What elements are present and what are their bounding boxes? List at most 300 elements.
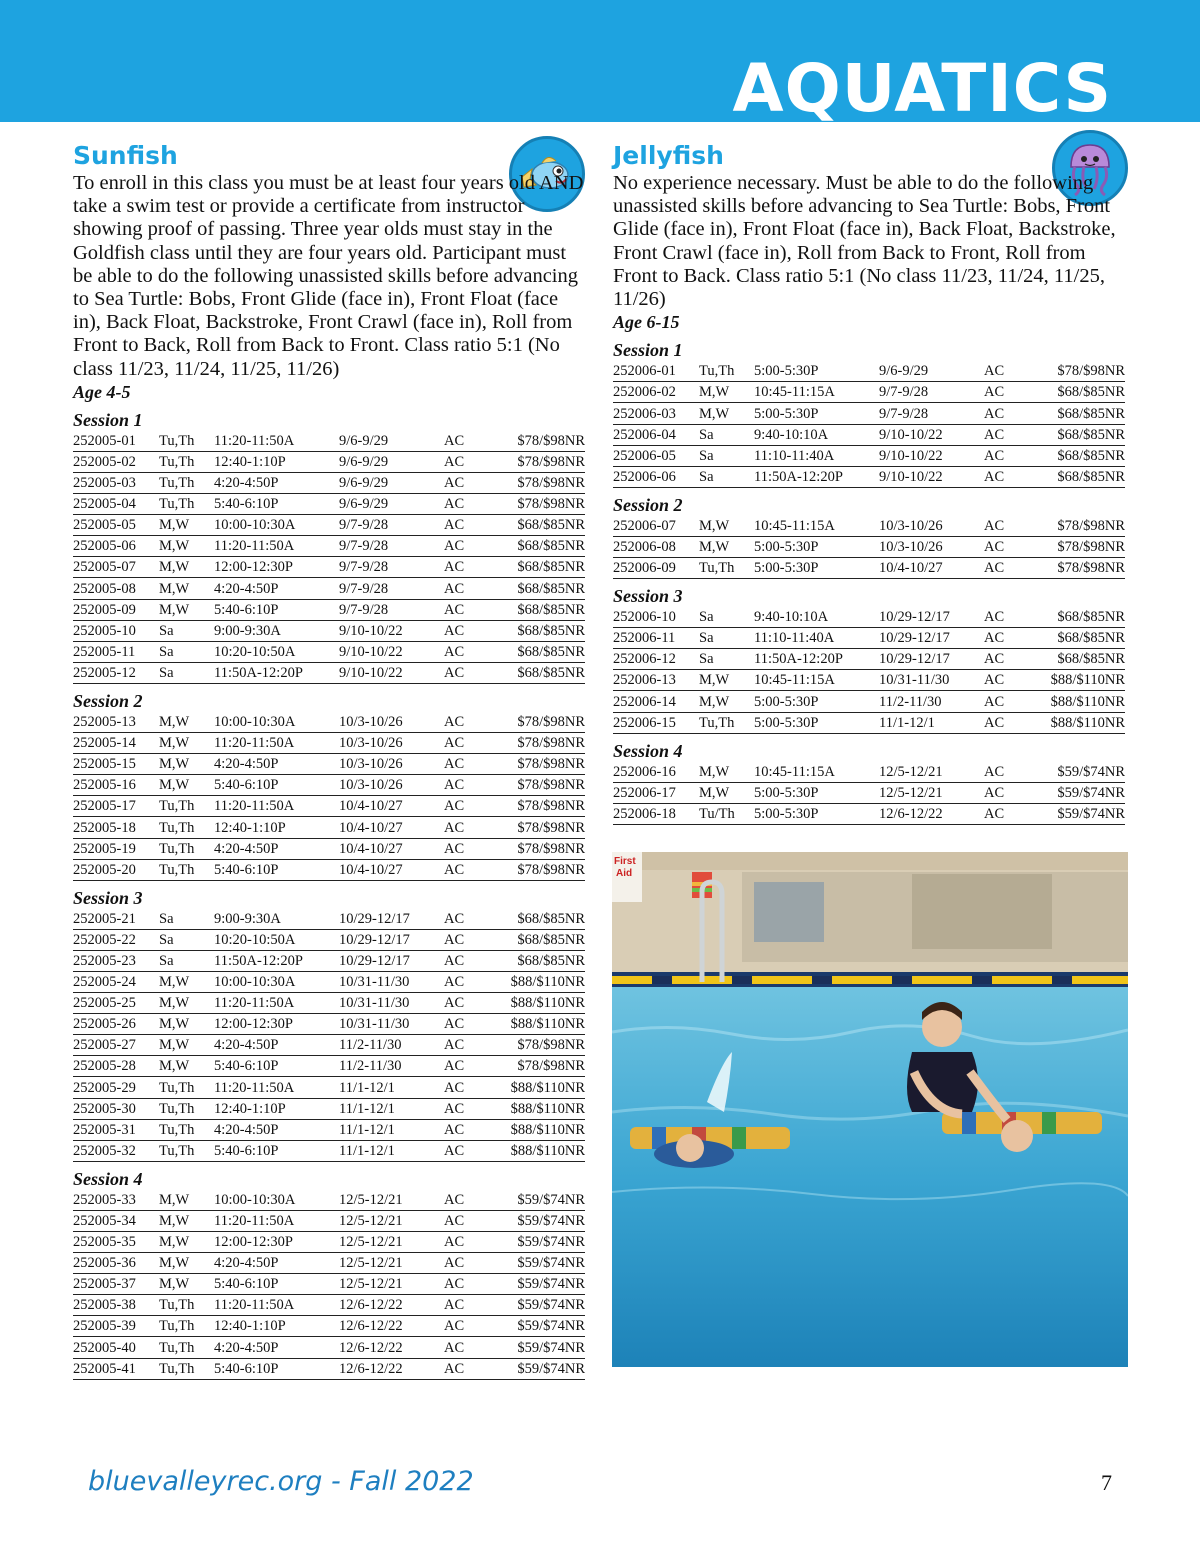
time-cell: 12:40-1:10P bbox=[214, 1316, 339, 1337]
location-cell: AC bbox=[984, 607, 1034, 628]
course-number-cell: 252005-02 bbox=[73, 451, 159, 472]
fee-cell: $78/$98NR bbox=[494, 712, 585, 733]
session-label: Session 1 bbox=[613, 340, 683, 361]
course-number-cell: 252005-20 bbox=[73, 859, 159, 880]
class-description: To enroll in this class you must be at least four years old AND take a swim test or provide a certificate from instructor showing proof of passing. Three year olds must stay in the Goldfish class until they are four years old. Participant must be able to do the following unassisted skills before advancing to Sea Turtle: Bobs, Front Glide (face in), Front Float (face in), Back Float, Backstroke, Front Crawl (face in), Roll from Front to Back, Roll from Back to Front. Class ratio 5:1 (No class 11/23, 11/24, 11/25, 11/26) bbox=[73, 172, 584, 380]
age-range: Age 4-5 bbox=[73, 381, 131, 402]
days-cell: M,W bbox=[159, 1210, 214, 1231]
course-number-cell: 252005-32 bbox=[73, 1140, 159, 1161]
fee-cell: $88/$110NR bbox=[494, 1098, 585, 1119]
fee-cell: $59/$74NR bbox=[494, 1274, 585, 1295]
days-cell: Sa bbox=[159, 929, 214, 950]
location-cell: AC bbox=[984, 649, 1034, 670]
course-number-cell: 252005-40 bbox=[73, 1337, 159, 1358]
time-cell: 4:20-4:50P bbox=[214, 473, 339, 494]
table-row bbox=[73, 1014, 585, 1035]
table-row bbox=[613, 361, 1125, 382]
location-cell: AC bbox=[444, 775, 494, 796]
dates-cell: 10/29-12/17 bbox=[339, 929, 444, 950]
time-cell: 11:50A-12:20P bbox=[214, 662, 339, 683]
table-row bbox=[613, 712, 1125, 733]
course-number-cell: 252006-04 bbox=[613, 424, 699, 445]
dates-cell: 10/3-10/26 bbox=[339, 775, 444, 796]
location-cell: AC bbox=[444, 1140, 494, 1161]
schedule-table bbox=[613, 361, 1125, 488]
course-number-cell: 252005-34 bbox=[73, 1210, 159, 1231]
pool-photo bbox=[612, 852, 1128, 1367]
course-number-cell: 252005-18 bbox=[73, 817, 159, 838]
fee-cell: $68/$85NR bbox=[1034, 466, 1125, 487]
location-cell: AC bbox=[984, 803, 1034, 824]
fee-cell: $68/$85NR bbox=[494, 599, 585, 620]
dates-cell: 11/2-11/30 bbox=[339, 1035, 444, 1056]
fee-cell: $68/$85NR bbox=[494, 662, 585, 683]
dates-cell: 9/10-10/22 bbox=[879, 445, 984, 466]
location-cell: AC bbox=[984, 516, 1034, 537]
dates-cell: 9/10-10/22 bbox=[339, 641, 444, 662]
location-cell: AC bbox=[444, 1077, 494, 1098]
time-cell: 5:00-5:30P bbox=[754, 712, 879, 733]
fee-cell: $68/$85NR bbox=[1034, 382, 1125, 403]
time-cell: 4:20-4:50P bbox=[214, 1337, 339, 1358]
fee-cell: $68/$85NR bbox=[1034, 445, 1125, 466]
course-number-cell: 252006-11 bbox=[613, 628, 699, 649]
fee-cell: $68/$85NR bbox=[494, 578, 585, 599]
dates-cell: 11/1-12/1 bbox=[339, 1140, 444, 1161]
class-title: Jellyfish bbox=[613, 141, 724, 170]
time-cell: 5:00-5:30P bbox=[754, 361, 879, 382]
course-number-cell: 252005-17 bbox=[73, 796, 159, 817]
dates-cell: 10/29-12/17 bbox=[879, 649, 984, 670]
time-cell: 5:00-5:30P bbox=[754, 557, 879, 578]
course-number-cell: 252005-21 bbox=[73, 909, 159, 930]
age-range: Age 6-15 bbox=[613, 312, 680, 333]
time-cell: 10:00-10:30A bbox=[214, 515, 339, 536]
location-cell: AC bbox=[444, 451, 494, 472]
days-cell: Sa bbox=[159, 641, 214, 662]
time-cell: 11:10-11:40A bbox=[754, 445, 879, 466]
dates-cell: 12/6-12/22 bbox=[339, 1358, 444, 1379]
time-cell: 12:00-12:30P bbox=[214, 1014, 339, 1035]
table-row bbox=[73, 1098, 585, 1119]
table-row bbox=[73, 473, 585, 494]
table-row bbox=[73, 733, 585, 754]
location-cell: AC bbox=[984, 628, 1034, 649]
dates-cell: 9/6-9/29 bbox=[339, 494, 444, 515]
time-cell: 11:10-11:40A bbox=[754, 628, 879, 649]
dates-cell: 11/2-11/30 bbox=[879, 691, 984, 712]
days-cell: Sa bbox=[699, 649, 754, 670]
location-cell: AC bbox=[444, 950, 494, 971]
time-cell: 11:20-11:50A bbox=[214, 1295, 339, 1316]
dates-cell: 11/2-11/30 bbox=[339, 1056, 444, 1077]
time-cell: 10:45-11:15A bbox=[754, 670, 879, 691]
days-cell: Sa bbox=[699, 424, 754, 445]
table-row bbox=[73, 712, 585, 733]
time-cell: 12:00-12:30P bbox=[214, 1232, 339, 1253]
days-cell: Sa bbox=[159, 909, 214, 930]
table-row bbox=[73, 1077, 585, 1098]
course-number-cell: 252006-09 bbox=[613, 557, 699, 578]
days-cell: M,W bbox=[699, 536, 754, 557]
schedule-table bbox=[73, 712, 585, 881]
location-cell: AC bbox=[444, 1295, 494, 1316]
table-row bbox=[613, 557, 1125, 578]
dates-cell: 10/4-10/27 bbox=[339, 859, 444, 880]
footer-url: bluevalleyrec.org - Fall 2022 bbox=[88, 1466, 474, 1497]
days-cell: M,W bbox=[159, 733, 214, 754]
dates-cell: 10/29-12/17 bbox=[339, 909, 444, 930]
fee-cell: $68/$85NR bbox=[1034, 649, 1125, 670]
table-row bbox=[73, 859, 585, 880]
location-cell: AC bbox=[444, 712, 494, 733]
time-cell: 5:40-6:10P bbox=[214, 859, 339, 880]
time-cell: 11:20-11:50A bbox=[214, 796, 339, 817]
table-row bbox=[73, 838, 585, 859]
course-number-cell: 252005-29 bbox=[73, 1077, 159, 1098]
fee-cell: $78/$98NR bbox=[494, 494, 585, 515]
course-number-cell: 252005-38 bbox=[73, 1295, 159, 1316]
location-cell: AC bbox=[984, 424, 1034, 445]
table-row bbox=[73, 1295, 585, 1316]
course-number-cell: 252005-16 bbox=[73, 775, 159, 796]
fee-cell: $59/$74NR bbox=[494, 1232, 585, 1253]
location-cell: AC bbox=[444, 1316, 494, 1337]
time-cell: 10:20-10:50A bbox=[214, 641, 339, 662]
fee-cell: $68/$85NR bbox=[494, 641, 585, 662]
fee-cell: $78/$98NR bbox=[494, 796, 585, 817]
dates-cell: 10/29-12/17 bbox=[339, 950, 444, 971]
time-cell: 11:20-11:50A bbox=[214, 733, 339, 754]
location-cell: AC bbox=[984, 403, 1034, 424]
course-number-cell: 252005-12 bbox=[73, 662, 159, 683]
table-row bbox=[73, 1119, 585, 1140]
course-number-cell: 252005-28 bbox=[73, 1056, 159, 1077]
days-cell: M,W bbox=[159, 993, 214, 1014]
fee-cell: $78/$98NR bbox=[494, 733, 585, 754]
table-row bbox=[73, 1190, 585, 1211]
time-cell: 5:40-6:10P bbox=[214, 599, 339, 620]
fee-cell: $59/$74NR bbox=[494, 1295, 585, 1316]
table-row bbox=[73, 929, 585, 950]
dates-cell: 12/5-12/21 bbox=[339, 1274, 444, 1295]
schedule-table bbox=[613, 607, 1125, 734]
time-cell: 5:00-5:30P bbox=[754, 691, 879, 712]
location-cell: AC bbox=[444, 1210, 494, 1231]
table-row bbox=[73, 494, 585, 515]
location-cell: AC bbox=[984, 691, 1034, 712]
fee-cell: $68/$85NR bbox=[494, 909, 585, 930]
fee-cell: $88/$110NR bbox=[1034, 670, 1125, 691]
course-number-cell: 252005-15 bbox=[73, 754, 159, 775]
time-cell: 9:40-10:10A bbox=[754, 424, 879, 445]
dates-cell: 12/6-12/22 bbox=[879, 803, 984, 824]
course-number-cell: 252005-37 bbox=[73, 1274, 159, 1295]
days-cell: Tu,Th bbox=[159, 431, 214, 452]
fee-cell: $78/$98NR bbox=[494, 1035, 585, 1056]
time-cell: 11:20-11:50A bbox=[214, 1077, 339, 1098]
dates-cell: 12/6-12/22 bbox=[339, 1316, 444, 1337]
time-cell: 10:45-11:15A bbox=[754, 516, 879, 537]
location-cell: AC bbox=[444, 1253, 494, 1274]
dates-cell: 12/6-12/22 bbox=[339, 1295, 444, 1316]
dates-cell: 10/3-10/26 bbox=[879, 516, 984, 537]
table-row bbox=[73, 578, 585, 599]
location-cell: AC bbox=[444, 859, 494, 880]
days-cell: Tu,Th bbox=[159, 1077, 214, 1098]
days-cell: M,W bbox=[159, 754, 214, 775]
location-cell: AC bbox=[444, 838, 494, 859]
dates-cell: 10/3-10/26 bbox=[339, 712, 444, 733]
session-label: Session 4 bbox=[73, 1168, 143, 1189]
days-cell: M,W bbox=[159, 971, 214, 992]
time-cell: 11:50A-12:20P bbox=[754, 649, 879, 670]
fee-cell: $59/$74NR bbox=[494, 1316, 585, 1337]
course-number-cell: 252005-04 bbox=[73, 494, 159, 515]
table-row bbox=[73, 620, 585, 641]
location-cell: AC bbox=[444, 1014, 494, 1035]
location-cell: AC bbox=[444, 1232, 494, 1253]
days-cell: M,W bbox=[159, 515, 214, 536]
table-row bbox=[613, 607, 1125, 628]
days-cell: M,W bbox=[159, 1056, 214, 1077]
fee-cell: $78/$98NR bbox=[494, 451, 585, 472]
days-cell: Sa bbox=[699, 628, 754, 649]
dates-cell: 12/5-12/21 bbox=[339, 1253, 444, 1274]
fee-cell: $59/$74NR bbox=[494, 1190, 585, 1211]
location-cell: AC bbox=[444, 599, 494, 620]
table-row bbox=[73, 775, 585, 796]
course-number-cell: 252005-23 bbox=[73, 950, 159, 971]
location-cell: AC bbox=[444, 1056, 494, 1077]
course-number-cell: 252005-24 bbox=[73, 971, 159, 992]
dates-cell: 10/3-10/26 bbox=[879, 536, 984, 557]
location-cell: AC bbox=[444, 754, 494, 775]
table-row bbox=[73, 1056, 585, 1077]
days-cell: M,W bbox=[699, 762, 754, 783]
location-cell: AC bbox=[984, 557, 1034, 578]
time-cell: 11:50A-12:20P bbox=[214, 950, 339, 971]
days-cell: M,W bbox=[159, 1274, 214, 1295]
days-cell: M,W bbox=[699, 670, 754, 691]
course-number-cell: 252005-13 bbox=[73, 712, 159, 733]
svg-text:Aid: Aid bbox=[616, 868, 633, 879]
location-cell: AC bbox=[444, 1098, 494, 1119]
time-cell: 12:40-1:10P bbox=[214, 817, 339, 838]
time-cell: 5:40-6:10P bbox=[214, 1140, 339, 1161]
table-row bbox=[73, 1316, 585, 1337]
dates-cell: 9/7-9/28 bbox=[879, 403, 984, 424]
dates-cell: 11/1-12/1 bbox=[339, 1119, 444, 1140]
fee-cell: $78/$98NR bbox=[1034, 516, 1125, 537]
table-row bbox=[73, 536, 585, 557]
time-cell: 5:00-5:30P bbox=[754, 803, 879, 824]
time-cell: 10:20-10:50A bbox=[214, 929, 339, 950]
time-cell: 10:00-10:30A bbox=[214, 1190, 339, 1211]
days-cell: Tu,Th bbox=[159, 1140, 214, 1161]
location-cell: AC bbox=[444, 929, 494, 950]
dates-cell: 9/7-9/28 bbox=[339, 515, 444, 536]
location-cell: AC bbox=[444, 1035, 494, 1056]
session-label: Session 1 bbox=[73, 409, 143, 430]
dates-cell: 12/5-12/21 bbox=[879, 762, 984, 783]
dates-cell: 12/5-12/21 bbox=[339, 1190, 444, 1211]
days-cell: Tu,Th bbox=[699, 557, 754, 578]
course-number-cell: 252006-17 bbox=[613, 782, 699, 803]
location-cell: AC bbox=[444, 641, 494, 662]
fee-cell: $78/$98NR bbox=[494, 473, 585, 494]
course-number-cell: 252005-41 bbox=[73, 1358, 159, 1379]
time-cell: 5:00-5:30P bbox=[754, 536, 879, 557]
location-cell: AC bbox=[444, 431, 494, 452]
table-row bbox=[613, 382, 1125, 403]
fee-cell: $59/$74NR bbox=[494, 1253, 585, 1274]
days-cell: M,W bbox=[159, 775, 214, 796]
course-number-cell: 252006-15 bbox=[613, 712, 699, 733]
table-row bbox=[613, 649, 1125, 670]
time-cell: 5:00-5:30P bbox=[754, 403, 879, 424]
time-cell: 12:40-1:10P bbox=[214, 451, 339, 472]
days-cell: M,W bbox=[159, 1253, 214, 1274]
dates-cell: 10/4-10/27 bbox=[339, 838, 444, 859]
days-cell: Tu,Th bbox=[159, 838, 214, 859]
location-cell: AC bbox=[444, 473, 494, 494]
fee-cell: $78/$98NR bbox=[1034, 557, 1125, 578]
location-cell: AC bbox=[444, 620, 494, 641]
time-cell: 10:45-11:15A bbox=[754, 762, 879, 783]
table-row bbox=[73, 662, 585, 683]
fee-cell: $78/$98NR bbox=[494, 431, 585, 452]
course-number-cell: 252005-39 bbox=[73, 1316, 159, 1337]
course-number-cell: 252005-06 bbox=[73, 536, 159, 557]
dates-cell: 9/6-9/29 bbox=[879, 361, 984, 382]
time-cell: 5:40-6:10P bbox=[214, 494, 339, 515]
days-cell: M,W bbox=[699, 782, 754, 803]
table-row bbox=[613, 782, 1125, 803]
fee-cell: $68/$85NR bbox=[494, 950, 585, 971]
location-cell: AC bbox=[984, 445, 1034, 466]
course-number-cell: 252005-36 bbox=[73, 1253, 159, 1274]
dates-cell: 9/10-10/22 bbox=[339, 662, 444, 683]
table-row bbox=[73, 796, 585, 817]
location-cell: AC bbox=[444, 515, 494, 536]
days-cell: Sa bbox=[699, 445, 754, 466]
time-cell: 12:40-1:10P bbox=[214, 1098, 339, 1119]
table-row bbox=[73, 451, 585, 472]
dates-cell: 9/7-9/28 bbox=[339, 578, 444, 599]
dates-cell: 11/1-12/1 bbox=[879, 712, 984, 733]
table-row bbox=[73, 599, 585, 620]
table-row bbox=[73, 641, 585, 662]
location-cell: AC bbox=[444, 733, 494, 754]
dates-cell: 12/5-12/21 bbox=[339, 1210, 444, 1231]
dates-cell: 12/6-12/22 bbox=[339, 1337, 444, 1358]
session-label: Session 3 bbox=[613, 586, 683, 607]
schedule-table bbox=[73, 909, 585, 1162]
table-row bbox=[613, 670, 1125, 691]
time-cell: 5:00-5:30P bbox=[754, 782, 879, 803]
time-cell: 4:20-4:50P bbox=[214, 1035, 339, 1056]
dates-cell: 9/7-9/28 bbox=[339, 557, 444, 578]
time-cell: 4:20-4:50P bbox=[214, 754, 339, 775]
days-cell: Tu,Th bbox=[159, 1358, 214, 1379]
sunfish-column bbox=[73, 140, 585, 1386]
days-cell: M,W bbox=[159, 1035, 214, 1056]
section-title: AQUATICS bbox=[732, 50, 1112, 122]
schedule-table bbox=[613, 762, 1125, 825]
dates-cell: 10/31-11/30 bbox=[339, 993, 444, 1014]
table-row bbox=[73, 1337, 585, 1358]
days-cell: Sa bbox=[699, 607, 754, 628]
course-number-cell: 252006-18 bbox=[613, 803, 699, 824]
fee-cell: $88/$110NR bbox=[1034, 691, 1125, 712]
days-cell: Tu,Th bbox=[159, 494, 214, 515]
days-cell: Tu,Th bbox=[159, 473, 214, 494]
time-cell: 4:20-4:50P bbox=[214, 578, 339, 599]
location-cell: AC bbox=[444, 909, 494, 930]
session-label: Session 2 bbox=[613, 494, 683, 515]
course-number-cell: 252006-16 bbox=[613, 762, 699, 783]
time-cell: 11:20-11:50A bbox=[214, 993, 339, 1014]
fee-cell: $59/$74NR bbox=[494, 1337, 585, 1358]
dates-cell: 10/3-10/26 bbox=[339, 754, 444, 775]
days-cell: Tu,Th bbox=[159, 817, 214, 838]
days-cell: Tu,Th bbox=[699, 361, 754, 382]
fee-cell: $59/$74NR bbox=[1034, 803, 1125, 824]
course-number-cell: 252005-35 bbox=[73, 1232, 159, 1253]
schedule-table bbox=[73, 431, 585, 684]
fee-cell: $88/$110NR bbox=[494, 1119, 585, 1140]
days-cell: Tu,Th bbox=[159, 859, 214, 880]
days-cell: Tu/Th bbox=[699, 803, 754, 824]
course-number-cell: 252005-26 bbox=[73, 1014, 159, 1035]
days-cell: Sa bbox=[699, 466, 754, 487]
course-number-cell: 252005-30 bbox=[73, 1098, 159, 1119]
location-cell: AC bbox=[984, 782, 1034, 803]
location-cell: AC bbox=[444, 578, 494, 599]
days-cell: Sa bbox=[159, 950, 214, 971]
header-band bbox=[0, 0, 1200, 122]
table-row bbox=[613, 536, 1125, 557]
course-number-cell: 252005-27 bbox=[73, 1035, 159, 1056]
location-cell: AC bbox=[444, 662, 494, 683]
table-row bbox=[73, 557, 585, 578]
dates-cell: 10/29-12/17 bbox=[879, 628, 984, 649]
time-cell: 5:40-6:10P bbox=[214, 1358, 339, 1379]
dates-cell: 9/10-10/22 bbox=[879, 424, 984, 445]
days-cell: Tu,Th bbox=[159, 1337, 214, 1358]
fee-cell: $59/$74NR bbox=[494, 1358, 585, 1379]
time-cell: 4:20-4:50P bbox=[214, 1119, 339, 1140]
days-cell: M,W bbox=[699, 403, 754, 424]
time-cell: 11:20-11:50A bbox=[214, 431, 339, 452]
session-label: Session 2 bbox=[73, 690, 143, 711]
time-cell: 9:00-9:30A bbox=[214, 909, 339, 930]
location-cell: AC bbox=[444, 536, 494, 557]
fee-cell: $78/$98NR bbox=[494, 1056, 585, 1077]
days-cell: Sa bbox=[159, 620, 214, 641]
time-cell: 4:20-4:50P bbox=[214, 1253, 339, 1274]
jellyfish-column bbox=[613, 140, 1125, 831]
location-cell: AC bbox=[444, 557, 494, 578]
dates-cell: 9/6-9/29 bbox=[339, 473, 444, 494]
course-number-cell: 252006-07 bbox=[613, 516, 699, 537]
page-number: 7 bbox=[1101, 1470, 1112, 1495]
fee-cell: $78/$98NR bbox=[494, 817, 585, 838]
table-row bbox=[73, 1232, 585, 1253]
days-cell: Tu,Th bbox=[159, 1316, 214, 1337]
fee-cell: $68/$85NR bbox=[1034, 403, 1125, 424]
